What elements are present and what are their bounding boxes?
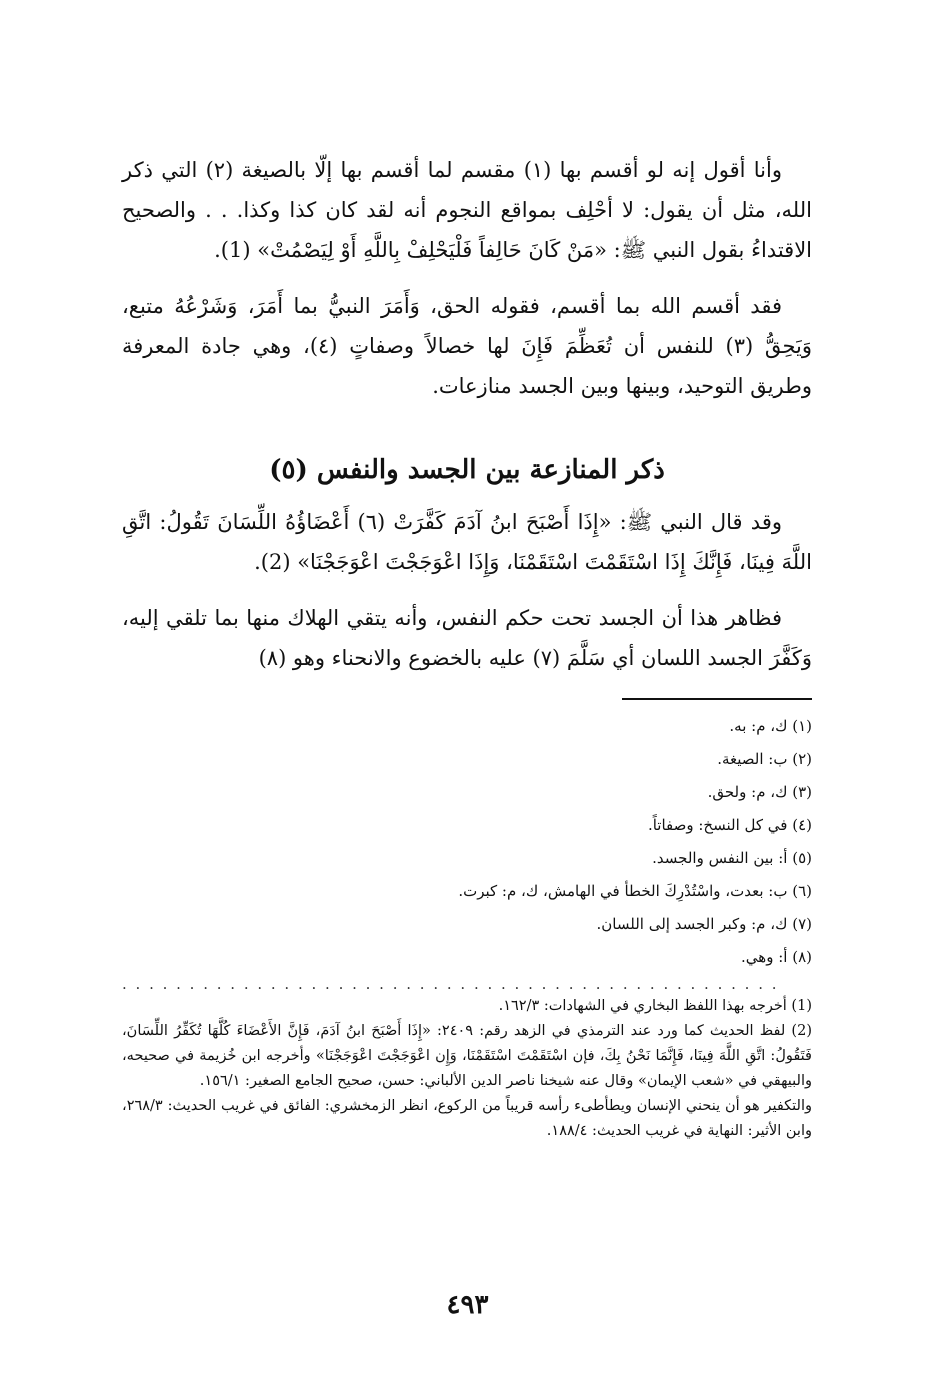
variant-note: (٢) ب: الصيغة. [717, 750, 812, 768]
variant-note: (٤) في كل النسخ: وصفاتاً. [647, 816, 812, 834]
body-paragraph-2-text: فقد أقسم الله بما أقسم، فقوله الحق، وَأَمَرَ النبيُّ بما أَمَرَ، وَشَرْعُهُ متبع، وَيَحِقُّ (٣) للنفس أن تُعَظِّمَ فَإِنَ لها خصالاً وصفاتٍ (٤)، وهي جادة المعرفة وطريق التوحيد، وبينها وبين الجسد منازعات. [122, 294, 812, 398]
body-paragraph-4-text: فظاهر هذا أن الجسد تحت حكم النفس، وأنه يتقي الهلاك منها بما تلقي إليه، وَكَفَّرَ الجسد اللسان أي سَلَّمَ (٧) عليه بالخضوع والانحناء وهو (٨) [122, 606, 812, 670]
variant-note: (٧) ك، م: وكبر الجسد إلى اللسان. [596, 915, 812, 933]
editor-notes-list [122, 994, 812, 1144]
page-number: ٤٩٣ [446, 1290, 489, 1320]
variant-note: (٨) أ: وهي. [741, 948, 812, 966]
variant-note: (٣) ك، م: ولحق. [707, 783, 812, 801]
body-paragraph-1-text: وأنا أقول إنه لو أقسم بها (١) مقسم لما أقسم بها إلّا بالصيغة (٢) التي ذكر الله، مثل أن يقول: لا أحْلِف بمواقع النجوم أنه لقد كان كذا وكذا. . . والصحيح الاقتداءُ بقول النبي ﷺ: «مَنْ كَانَ حَالِفاً فَلْيَحْلِفْ بِاللَّهِ أَوْ لِيَصْمُتْ» (1). [122, 158, 812, 262]
page-content [122, 150, 812, 1144]
section-heading: ذكر المنازعة بين الجسد والنفس (٥) [269, 455, 665, 485]
editor-note: (2) لفظ الحديث كما ورد عند الترمذي في الزهد رقم: ٢٤٠٩: «إِذَا أَصْبَحَ ابنُ آدَمَ، فَإِنَّ الأَعْضَاءَ كُلَّهَا تُكَفِّرُ اللِّسَانَ، فَتَقُولُ: اتَّقِ اللَّهَ فِينَا، فَإِنَّمَا نَحْنُ بِكَ، فإن اسْتَقَمْتَ اسْتَقَمْنَا، وَإِن اعْوَجَجْتَ اعْوَجَجْنَا» وأخرجه ابن خُزيمة في صحيحه، والبيهقي في «شعب الإيمان» وقال عنه شيخنا ناصر الدين الألباني: حسن، صحيح الجامع الصغير: ١٥٦/١. [122, 1023, 812, 1089]
footnote-divider [622, 698, 812, 700]
variant-note: (٦) ب: بعدت، واسْتُدْرِكَ الخطأ في الهامش، ك، م: كبرت. [458, 882, 812, 900]
body-paragraph-2 [122, 286, 812, 406]
variant-notes-list [122, 710, 812, 974]
body-paragraph-3-text: وقد قال النبي ﷺ: «إِذَا أَصْبَحَ ابنُ آدَمَ كَفَّرَتْ (٦) أَعْضَاؤُهُ اللِّسَانَ تَقُولُ: اتَّقِ اللَّهَ فِينَا، فَإِنَّكَ إِذَا اسْتَقَمْتَ اسْتَقَمْنَا، وَإِذَا اعْوَجَجْتَ اعْوَجَجْنَا» (2). [122, 510, 812, 574]
dotted-separator: . . . . . . . . . . . . . . . . . . . . . . . . . . . . . . . . . . . . . . . . . . . . . . . . . [122, 976, 779, 992]
variant-note: (١) ك، م: به. [729, 717, 812, 735]
body-paragraph-3 [122, 502, 812, 582]
variant-note: (٥) أ: بين النفس والجسد. [652, 849, 812, 867]
body-paragraph-1 [122, 150, 812, 270]
editor-note: والتكفير هو أن ينحني الإنسان ويطأطىء رأسه قريباً من الركوع، انظر الزمخشري: الفائق في غريب الحديث: ٢٦٨/٣، وابن الأثير: النهاية في غريب الحديث: ١٨٨/٤. [122, 1098, 812, 1139]
editor-note: (1) أخرجه بهذا اللفظ البخاري في الشهادات: ١٦٢/٣. [498, 998, 812, 1014]
body-paragraph-4 [122, 598, 812, 678]
